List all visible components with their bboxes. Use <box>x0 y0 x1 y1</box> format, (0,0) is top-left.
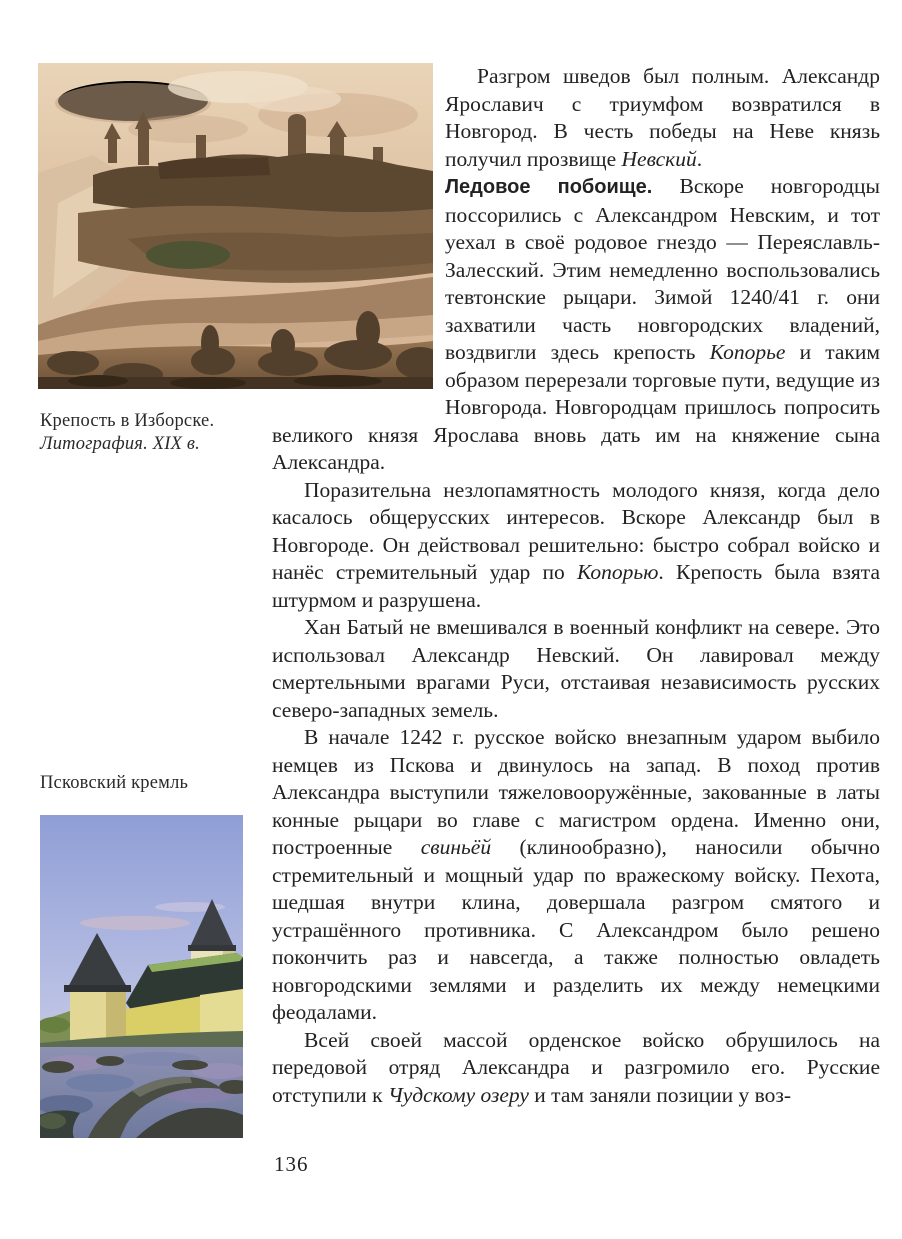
run-in-heading: Ледовое побоище. <box>445 176 680 198</box>
paragraph-6 <box>272 1027 880 1110</box>
text-run: Копорье <box>709 340 786 364</box>
text-run: Невский <box>621 146 697 171</box>
text-run: . Крепость была взята штурмом и разрушена. <box>272 560 880 612</box>
pskov-caption-title: Псковский кремль <box>40 773 189 793</box>
text-run: Поразительна незлопамятность молодого князя, когда дело касалось общерусских интересов. Вскоре Александр был в Новгороде. Он действовал решительно: быстро собрал войско и нанёс стремительный удар по <box>272 477 880 584</box>
text-run: Всей своей массой орденское войско обрушилось на передовой отряд Александра и разгромило его. Русские отступили к <box>272 1027 880 1107</box>
paragraph-5 <box>272 724 880 1027</box>
text-run: и там заняли позиции у воз- <box>528 1082 792 1107</box>
text-run: Разгром шведов был полным. Александр Ярославич с триумфом возвратился в Новгород. В честь победы на Неве князь получил прозвище <box>445 64 880 171</box>
text-run: . <box>696 146 703 171</box>
text-run: и таким образом перерезали торговые пути, ведущие из Новгорода. Новгородцам пришлось попросить великого князя Ярослава вновь дать им на княжение сына Александра. <box>272 340 880 474</box>
paragraph-3 <box>272 477 880 615</box>
page-number: 136 <box>274 1152 309 1176</box>
text-run: свиньёй <box>420 835 492 859</box>
text-run: (клинообразно), наносили обычно стремительный и мощный удар по вражескому войску. Пехота, шедшая внутри клина, довершала разгром смятого и устрашённого противника. С Александром было решено покончить раз и навсегда, а также полностью овладеть новгородскими землями и разделить их между немецкими феодалами. <box>272 835 880 1024</box>
izborsk-caption <box>40 410 265 455</box>
pskov-kremlin-photo-illustration <box>40 815 243 1138</box>
pskov-caption <box>40 772 265 795</box>
text-run: Чудскому озеру <box>387 1082 529 1107</box>
izborsk-caption-title: Крепость в Изборске. <box>40 411 215 431</box>
text-run: Копорью <box>576 560 659 584</box>
text-run: В начале 1242 г. русское войско внезапным ударом выбило немцев из Пскова и двинулось на запад. В поход против Александра выступили тяжеловооружённые, закованные в латы конные рыцари во главе с магистром ордена. Именно они, построенные <box>272 725 880 859</box>
paragraph-4 <box>272 614 880 724</box>
article-text <box>272 63 880 1109</box>
image-float-spacer <box>272 63 445 421</box>
text-run: Хан Батый не вмешивался в военный конфликт на севере. Это использовал Александр Невский. Он лавировал между смертельными врагами Руси, отстаивая независимость русских северо-западных земель. <box>272 615 880 722</box>
text-run: Вскоре новгородцы поссорились с Александром Невским, и тот уехал в своё родовое гнездо — Переяславль-Залесский. Этим немедленно воспользовались тевтонские рыцари. Зимой 1240/41 г. они захватили часть новгородских владений, воздвигли здесь крепость <box>445 174 880 364</box>
izborsk-caption-subtitle: Литография. XIX в. <box>40 433 200 454</box>
pskov-photo-figure <box>40 815 243 1138</box>
